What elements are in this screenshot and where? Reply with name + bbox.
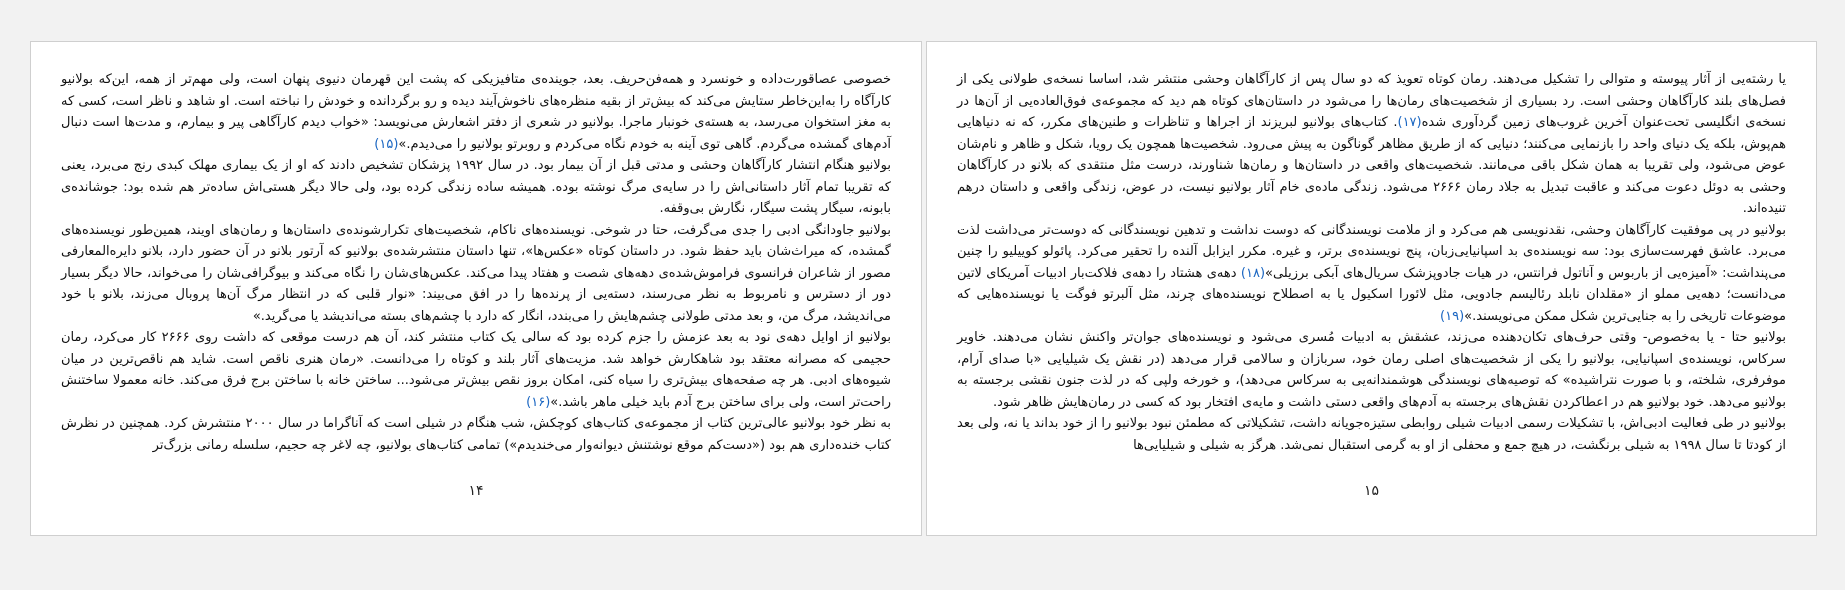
paragraph-text: بولانیو از اوایل دهه‌ی نود به بعد عزمش را جزم کرده بود که سالی یک کتاب منتشر کند، آن هم درست موقعی که داشت روی ۲۶۶۶ کار می‌کرد، رمان حجیمی که مصرانه معتقد بود شاهکارش خواهد شد. مزیت‌های آثار بلند و کوتاه را می‌دانست. «رمان هنری ناقص است. شاید هم ناقص‌ترین در میان شیوه‌های ادبی. هر چه صفحه‌های بیش‌تری را سیاه کنی، امکان بروز نقص بیش‌تر می‌شود... ساختن خانه با ساختن برج فرق می‌کند. خانه معمولا ساختنش راحت‌تر است، ولی برای ساختن برج آدم باید خیلی ماهر باشد.» bbox=[61, 330, 891, 410]
page-number: ۱۴ bbox=[468, 483, 484, 499]
paragraph bbox=[61, 155, 891, 220]
paragraph-text: خصوصی عصاقورت‌داده و خونسرد و همه‌فن‌حریف. بعد، جوینده‌ی متافیزیکی که پشت این قهرمان دنیوی پنهان است، ولی مهم‌تر از همه، این‌که بولانیو کارآگاه را به‌این‌خاطر ستایش می‌کند که بیش‌تر از بقیه منظره‌های ناخوش‌آیند دیده و رو برگردانده و خودش را نباخته است. او شاهد و ناظر است، کسی که به مغز استخوان می‌رسد، به هسته‌ی خونبار ماجرا. بولانیو در شعری از دفتر اشعارش می‌نویسد: «خواب دیدم کارآگاهی پیر و بیمارم، و مدت‌ها است دنبال آدم‌های گمشده می‌گردم. گاهی توی آینه به خودم نگاه می‌کردم و روبرتو بولانیو را می‌دیدم.» bbox=[61, 72, 891, 152]
page-number: ۱۵ bbox=[1363, 483, 1380, 499]
footnote-marker: (۱۹) bbox=[1440, 308, 1465, 324]
paragraph bbox=[61, 69, 891, 155]
paragraph-text: بولانیو در طی فعالیت ادبی‌اش، با تشکیلات رسمی ادبیات شیلی روابطی ستیزه‌جویانه داشت، تشکیلاتی که مطمئن نبود بولانیو را از خود بداند یا نه، ولی بعد از کودتا تا سال ۱۹۹۸ به شیلی برنگشت، در هیچ جمع و محفلی از او به گرمی استقبال نمی‌شد. هرگز به شیلی و شیلیایی‌ها bbox=[957, 416, 1786, 453]
paragraph bbox=[957, 69, 1786, 220]
paragraph bbox=[61, 220, 891, 328]
page-body bbox=[61, 69, 891, 456]
paragraph-text: یا رشته‌یی از آثار پیوسته و متوالی را تشکیل می‌دهند. رمان کوتاه تعویذ که دو سال پس از کارآگاهان وحشی منتشر شد، اساسا نسخه‌ی طولانی یکی از فصل‌های بلند کارآگاهان وحشی است. رد بسیاری از شخصیت‌های رمان‌ها را می‌شود در داستان‌های کوتاه هم دید که مجموعه‌ی فوق‌العاده‌یی از آن‌ها در نسخه‌ی انگلیسی تحت‌عنوان آخرین غروب‌های زمین گردآوری شده bbox=[957, 72, 1786, 130]
page-15 bbox=[926, 41, 1817, 536]
paragraph bbox=[61, 327, 891, 413]
paragraph-text: دهه‌ی هشتاد را دهه‌ی فلاکت‌بار ادبیات آمریکای لاتین می‌دانست؛ دهه‌یی مملو از «مقلدان نابلد رئالیسم جادویی، مثل لائورا اسکیول یا به اصطلاح نویسنده‌های چرند، مثل آلبرتو فوگت یا نویسنده‌هایی که موضوعات تاریخی را به جنایی‌ترین شکل ممکن می‌نویسند.» bbox=[957, 265, 1786, 324]
paragraph-text: . کتاب‌های بولانیو لبریزند از اجراها و تناظرات و طنین‌های مکرر، که نه دنیاهایی هم‌پوش، بلکه یک دنیای واحد را بازنمایی می‌کنند؛ دنیایی که از طریق مظاهر گوناگون به پیش می‌رود. شخصیت‌ها همچون یک رویا، شکل و ظاهر و نام‌شان عوض می‌شود، ولی تقریبا به همان شکل باقی می‌مانند. شخصیت‌های واقعی در داستان‌ها و رمان‌ها شناورند، درست مثل منتقدی که بلانو در کارآگاهان وحشی به دوئل دعوت می‌کند و عاقبت تبدیل به جلاد رمان ۲۶۶۶ می‌شود. زندگی ماده‌ی خام آثار بولانیو نیست، در عوض، زندگی واقعی و داستان درهم تنیده‌اند. bbox=[957, 115, 1786, 216]
page-body bbox=[957, 69, 1786, 456]
footnote-marker: (۱۷) bbox=[1397, 115, 1422, 130]
paragraph-text: به نظر خود بولانیو عالی‌ترین کتاب از مجموعه‌ی کتاب‌های کوچکش، شب هنگام در شیلی است که آناگراما در سال ۲۰۰۰ منتشرش کرد. همچنین در نظرش کتاب خنده‌داری هم بود («دست‌کم موقع نوشتنش دیوانه‌وار می‌خندیدم») تمامی کتاب‌های بولانیو، چه لاغر چه حجیم، سلسله رمانی بزرگ‌تر bbox=[61, 416, 891, 453]
paragraph bbox=[957, 327, 1786, 413]
paragraph bbox=[957, 413, 1786, 456]
footnote-marker: (۱۸) bbox=[1240, 265, 1266, 281]
paragraph-text: بولانیو در پی موفقیت کارآگاهان وحشی، نقدنویسی هم می‌کرد و از ملامت نویسندگانی که دوست نداشت و تدهین نویسندگانی که دوست‌تر می‌داشت لذت می‌برد. عاشق فهرست‌سازی بود: سه نویسنده‌ی بد اسپانیایی‌زبان، پنج نویسنده‌ی برتر، و غیره. مکرر ایزابل آلنده را تحقیر می‌کرد. پائولو کوییلیو را چنین می‌پنداشت: «آمیزه‌یی از باربوس و آناتول فرانتس، در هیات جادوپزشک سریال‌های آبکی برزیلی» bbox=[957, 222, 1786, 281]
paragraph-text: بولانیو حتا - یا به‌خصوص- وقتی حرف‌های تکان‌دهنده می‌زند، عشقش به ادبیات مُسری می‌شود و نویسنده‌های جوان‌تر واکنش نشان می‌دهند. خاویر سرکاس، نویسنده‌ی اسپانیایی، بولانیو را یکی از شخصیت‌های اصلی رمان خود، سربازان و سالامی قرار می‌دهد (در نقش یک شیلیایی «با صدای آرام، موفرفری، شلخته، و با صورت نتراشیده» که توصیه‌های نویسندگی هوشمندانه‌یی به سرکاس می‌دهد)، و خورخه ولپی که در لذت جنون نقشی برجسته به بولانیو می‌دهد. خود بولانیو هم در اعطاکردن نقش‌های برجسته به آدم‌های واقعی دستی داشت و مایه‌ی افتخار بود که کسی در رمان‌هایش ظاهر شود. bbox=[957, 330, 1786, 410]
paragraph bbox=[61, 413, 891, 456]
paragraph-text: بولانیو جاودانگی ادبی را جدی می‌گرفت، حتا در شوخی. نویسنده‌های ناکام، شخصیت‌های تکرارشونده‌ی داستان‌ها و رمان‌های اویند، همین‌طور نویسنده‌های گمشده، که میراث‌شان باید حفظ شود. در داستان کوتاه «عکس‌ها»، تنها داستان منتشرشده‌ی بولانیو که آرتور بلانو در آن حضور دارد، بلانو دایره‌المعارفی مصور از شاعران فرانسوی فراموش‌شده‌ی دهه‌های شصت و هفتاد پیدا می‌کند. عکس‌های‌شان را نگاه می‌کند و بیوگرافی‌شان را می‌خواند، حالا دیگر بسیار دور از دسترس و نامربوط به نظر می‌رسند، دسته‌یی از پرنده‌ها را در افق می‌بیند: «نوار قلبی که در انتظار مرگ آن‌ها پروبال می‌زند، بلانو با خود می‌اندیشد، مرگ من، و بعد مدتی طولانی چشم‌هایش را می‌بندد، انگار که دارد با چشم‌های بسته می‌اندیشد یا می‌گرید.» bbox=[61, 222, 891, 324]
footnote-marker: (۱۶) bbox=[526, 394, 551, 410]
paragraph bbox=[957, 220, 1786, 328]
page-14 bbox=[30, 41, 922, 536]
paragraph-text: بولانیو هنگام انتشار کارآگاهان وحشی و مدتی قبل از آن بیمار بود. در سال ۱۹۹۲ پزشکان تشخیص دادند که او از یک بیماری مهلک کبدی رنج می‌برد، یعنی که تقریبا تمام آثار داستانی‌اش را در سایه‌ی مرگ نوشته بوده. همیشه ساده زندگی کرده بود، ولی حالا دیگر هستی‌اش ساده‌تر هم شده بود: جوشانده‌ی بابونه، سیگار پشت سیگار، نگارش بی‌وقفه. bbox=[61, 158, 891, 216]
footnote-marker: (۱۵) bbox=[374, 136, 399, 152]
